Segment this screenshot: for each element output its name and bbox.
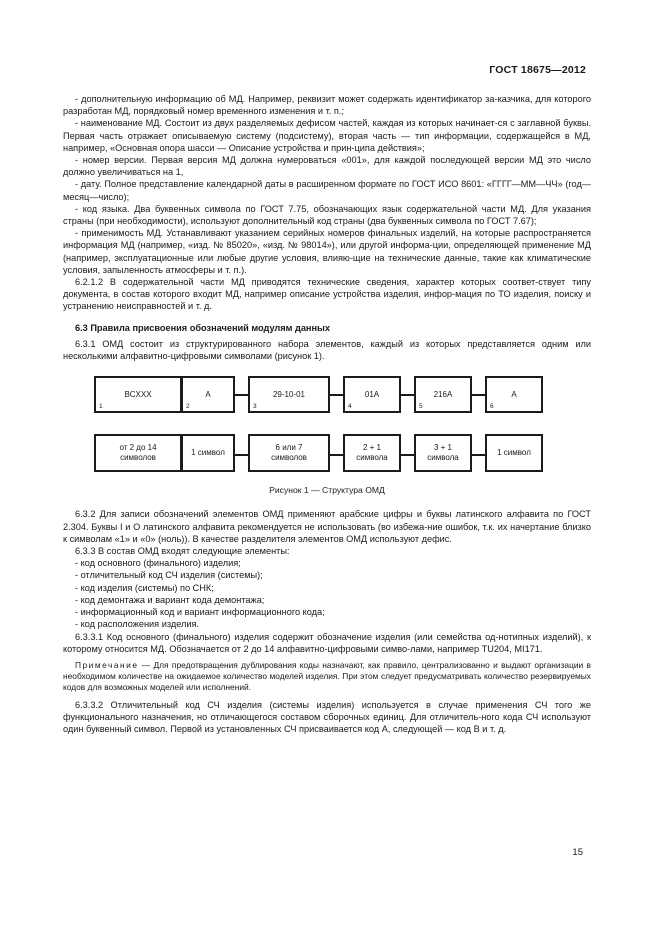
- length-line: 2 + 1: [362, 443, 381, 453]
- length-line: от 2 до 14: [119, 443, 157, 453]
- length-line: 6 или 7: [275, 443, 303, 453]
- note: [63, 660, 591, 694]
- element-number: 2: [186, 403, 190, 411]
- list-item: - код изделия (системы) по СНК;: [75, 582, 214, 593]
- connector-line: [400, 394, 414, 396]
- connector-line: [234, 394, 248, 396]
- length-box: [343, 434, 401, 472]
- length-line: 1 символ: [191, 448, 225, 458]
- element-number: 1: [99, 403, 103, 411]
- connector-line: [471, 454, 485, 456]
- structure-figure: [63, 376, 591, 474]
- element-code: A: [205, 389, 211, 399]
- paragraph: - дату. Полное представление календарной даты в расширенном формате по ГОСТ ИСО 8601: «ГГГГ—ММ—ЧЧ» (год—месяц—число);: [63, 179, 591, 202]
- paragraph: 6.2.1.2 В содержательной части МД приводятся технические сведения, характер которых соответ-ствует типу документа, в состав которого входит МД, например описание устройства изделия, инфор-мация по ТО изделия, поиску и устранению неисправностей и т. д.: [63, 277, 591, 312]
- connector-line: [234, 454, 248, 456]
- length-box: [181, 434, 235, 472]
- element-code: 01A: [364, 389, 380, 399]
- paragraph: 6.3.2 Для записи обозначений элементов ОМД применяют арабские цифры и буквы латинского алфавита по ГОСТ 2.304. Буквы I и O латинского алфавита рекомендуется не использовать (во избежа-ние ошибок, т.к. их начертание близко к символам «1» и «0» (ноль)). В качестве разделителя элементов ОМД используют дефис.: [63, 509, 591, 544]
- list-item: - код расположения изделия.: [75, 619, 200, 630]
- length-line: символа: [356, 453, 388, 463]
- element-box: [94, 376, 182, 413]
- element-number: 3: [253, 403, 257, 411]
- figure-caption: Рисунок 1 — Структура ОМД: [269, 485, 385, 496]
- list-item: - информационный код и вариант информационного кода;: [75, 607, 325, 618]
- paragraph: 6.3.1 ОМД состоит из структурированного набора элементов, каждый из которых представляется одним или несколькими алфавитно-цифровыми символами (рисунок 1).: [63, 338, 591, 362]
- paragraph: - применимость МД. Устанавливают указанием серийных номеров финальных изделий, на которые распространяется информация МД (например, «изд. № 85020», «изд. № 98014»), или другой информа-ции, определяющей применение МД (например, эксплуатационные или любые другие условия, влияю-щие на технические данные, такие как климатические условия, запыленность атмосферы и т. п.).: [63, 228, 591, 275]
- element-code: BCXXX: [124, 389, 152, 399]
- document-id: ГОСТ 18675—2012: [489, 64, 586, 76]
- paragraph: - наименование МД. Состоит из двух разделяемых дефисом частей, каждая из которых начинает-ся с заглавной буквы. Первая часть отражает описываемую систему (подсистему), вторая часть — тип информации, содержащейся в МД, например, «Основная опора шасси — Описание устройства и прин-ципа действия»;: [63, 118, 591, 153]
- length-box: [485, 434, 543, 472]
- element-code: A: [511, 389, 517, 399]
- list-item: - код основного (финального) изделия;: [75, 558, 241, 569]
- length-box: [414, 434, 472, 472]
- section-heading: 6.3 Правила присвоения обозначений модулям данных: [75, 322, 330, 333]
- element-box: [485, 376, 543, 413]
- paragraph: 6.3.3.1 Код основного (финального) изделия содержит обозначение изделия (или семейства од-нотипных изделий), к которому относится МД. Обозначается от 2 до 14 алфавитно-цифровыми симво-лами, например TU204, MI171.: [63, 631, 591, 654]
- element-code: 29-10-01: [272, 389, 306, 399]
- length-box: [94, 434, 182, 472]
- element-number: 4: [348, 403, 352, 411]
- page-body: [63, 93, 591, 735]
- paragraph: - дополнительную информацию об МД. Например, реквизит может содержать идентификатор за-казчика, для которого разработан МД, порядковый номер временного изменения и т. п.;: [63, 94, 591, 117]
- list-item: - отличительный код СЧ изделия (системы);: [75, 570, 263, 581]
- length-line: символа: [427, 453, 459, 463]
- paragraph: - номер версии. Первая версия МД должна нумероваться «001», для каждой последующей версии МД это число должно увеличиваться на 1,: [63, 155, 591, 178]
- connector-line: [471, 394, 485, 396]
- element-number: 5: [419, 403, 423, 411]
- element-box: [343, 376, 401, 413]
- page-number: 15: [572, 847, 583, 858]
- list-item: - код демонтажа и вариант кода демонтажа;: [75, 594, 265, 605]
- length-line: символов: [120, 453, 156, 463]
- connector-line: [329, 454, 343, 456]
- element-number: 6: [490, 403, 494, 411]
- element-box: [414, 376, 472, 413]
- element-code: 216A: [433, 389, 453, 399]
- note-text: — Для предотвращения дублирования коды назначают, как правило, централизованно и выдают организации в необходимом количестве на ожидаемое количество моделей изделия. При этом следует предусматривать количество резервируемых кодов для возможных моделей или исполнений.: [63, 659, 591, 693]
- note-label: Примечание: [75, 659, 139, 670]
- connector-line: [329, 394, 343, 396]
- connector-line: [400, 454, 414, 456]
- paragraph: 6.3.3.2 Отличительный код СЧ изделия (системы изделия) используется в случае применения СЧ того же функционального назначения, но отличающегося составом сборочных единиц. Для отличитель-ного кода СЧ используют один буквенный символ. Первой из установленных СЧ присваивается код А, следующей — код В и т. д.: [63, 699, 591, 734]
- length-line: символов: [271, 453, 307, 463]
- element-box: [181, 376, 235, 413]
- length-line: 1 символ: [497, 448, 531, 458]
- paragraph: - код языка. Два буквенных символа по ГОСТ 7.75, обозначающих язык содержательной части МД. Для указания страны (при необходимости), используют дополнительный код страны (два буквенных символа по ГОСТ 7.67);: [63, 203, 591, 227]
- element-box: [248, 376, 330, 413]
- length-box: [248, 434, 330, 472]
- paragraph: 6.3.3 В состав ОМД входят следующие элементы:: [75, 546, 290, 557]
- length-line: 3 + 1: [433, 443, 452, 453]
